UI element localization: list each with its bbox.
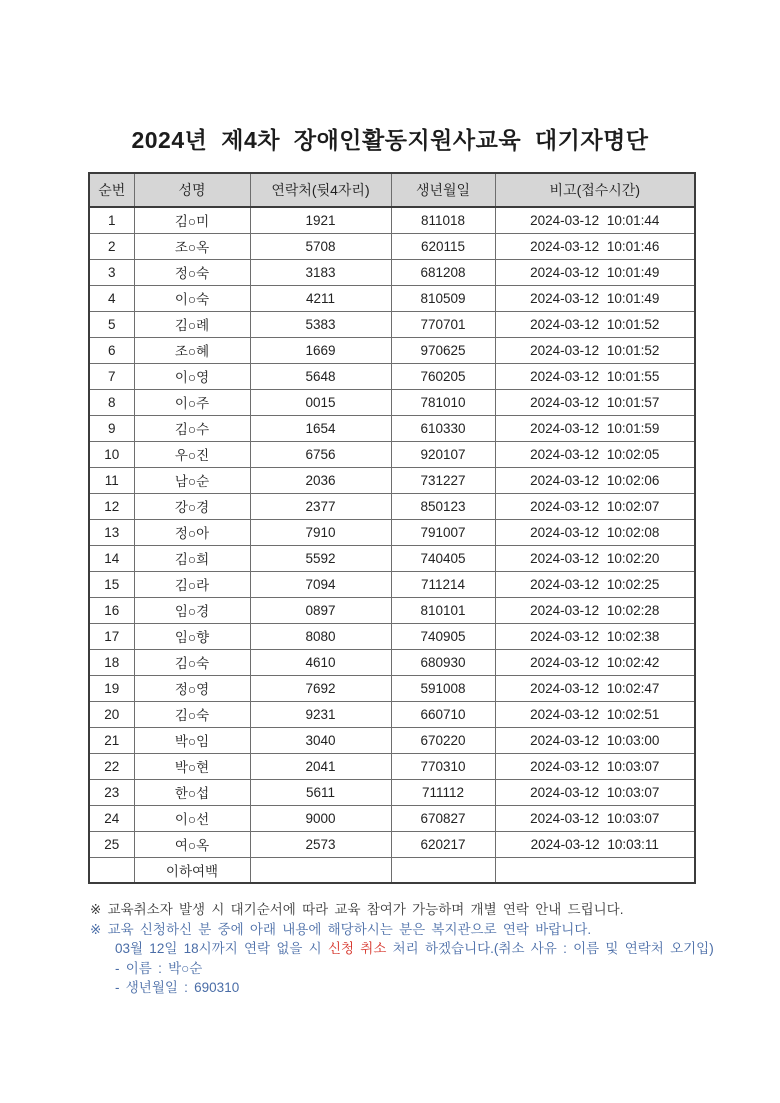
cell-phone: 0897 <box>250 597 391 623</box>
cell-name: 조○옥 <box>134 233 250 259</box>
cell-phone: 9000 <box>250 805 391 831</box>
cell-phone: 7910 <box>250 519 391 545</box>
cell-birth: 740905 <box>391 623 495 649</box>
cell-birth: 591008 <box>391 675 495 701</box>
cell-no: 24 <box>89 805 134 831</box>
cell-note: 2024-03-12 10:02:06 <box>495 467 695 493</box>
cell-birth: 781010 <box>391 389 495 415</box>
cell-birth: 711214 <box>391 571 495 597</box>
cell-phone: 5383 <box>250 311 391 337</box>
cell-no: 5 <box>89 311 134 337</box>
cell-birth: 610330 <box>391 415 495 441</box>
cell-phone: 9231 <box>250 701 391 727</box>
cell-no: 18 <box>89 649 134 675</box>
cell-name: 김○숙 <box>134 649 250 675</box>
cell-phone: 5592 <box>250 545 391 571</box>
table-row <box>89 285 695 311</box>
cell-name: 한○섭 <box>134 779 250 805</box>
table-row <box>89 233 695 259</box>
cell-phone: 2377 <box>250 493 391 519</box>
cell-no: 11 <box>89 467 134 493</box>
cell-birth: 791007 <box>391 519 495 545</box>
cell-birth: 620115 <box>391 233 495 259</box>
cell-note: 2024-03-12 10:02:25 <box>495 571 695 597</box>
table-row <box>89 779 695 805</box>
cell-no: 19 <box>89 675 134 701</box>
cell-phone: 8080 <box>250 623 391 649</box>
cell-note: 2024-03-12 10:02:51 <box>495 701 695 727</box>
cell-birth: 670220 <box>391 727 495 753</box>
cell-phone: 2036 <box>250 467 391 493</box>
cell-note: 2024-03-12 10:02:47 <box>495 675 695 701</box>
cell-birth: 620217 <box>391 831 495 857</box>
cell-phone: 5648 <box>250 363 391 389</box>
cell-no: 3 <box>89 259 134 285</box>
cell-name: 여○옥 <box>134 831 250 857</box>
cell-birth: 740405 <box>391 545 495 571</box>
cell-phone: 4610 <box>250 649 391 675</box>
cell-note: 2024-03-12 10:02:42 <box>495 649 695 675</box>
cell-phone: 1921 <box>250 207 391 233</box>
cell-birth: 970625 <box>391 337 495 363</box>
cell-birth: 810101 <box>391 597 495 623</box>
cell-no: 8 <box>89 389 134 415</box>
cell-note: 2024-03-12 10:01:57 <box>495 389 695 415</box>
cell-note: 2024-03-12 10:03:07 <box>495 753 695 779</box>
cell-phone <box>250 857 391 883</box>
cell-name: 이○숙 <box>134 285 250 311</box>
cell-no: 21 <box>89 727 134 753</box>
cell-phone: 2573 <box>250 831 391 857</box>
cell-name: 김○숙 <box>134 701 250 727</box>
table-row <box>89 675 695 701</box>
cell-birth: 731227 <box>391 467 495 493</box>
cell-note: 2024-03-12 10:01:52 <box>495 311 695 337</box>
cell-no: 1 <box>89 207 134 233</box>
cell-no: 23 <box>89 779 134 805</box>
table-row <box>89 753 695 779</box>
table-row <box>89 207 695 233</box>
cell-phone: 2041 <box>250 753 391 779</box>
table-row <box>89 415 695 441</box>
table-row <box>89 311 695 337</box>
cell-phone: 1654 <box>250 415 391 441</box>
cell-no: 25 <box>89 831 134 857</box>
table-container <box>88 172 780 884</box>
cell-no: 6 <box>89 337 134 363</box>
cell-phone: 1669 <box>250 337 391 363</box>
cell-no: 17 <box>89 623 134 649</box>
cell-birth: 811018 <box>391 207 495 233</box>
col-header-birth: 생년월일 <box>391 173 495 207</box>
cell-no: 2 <box>89 233 134 259</box>
table-row <box>89 337 695 363</box>
cell-name: 김○희 <box>134 545 250 571</box>
cell-name: 이○선 <box>134 805 250 831</box>
cell-birth: 770701 <box>391 311 495 337</box>
cell-note: 2024-03-12 10:03:11 <box>495 831 695 857</box>
cell-name: 이○주 <box>134 389 250 415</box>
page-title: 2024년 제4차 장애인활동지원사교육 대기자명단 <box>131 127 649 153</box>
cell-name: 남○순 <box>134 467 250 493</box>
cell-note: 2024-03-12 10:01:46 <box>495 233 695 259</box>
cell-name: 정○숙 <box>134 259 250 285</box>
cell-name: 조○혜 <box>134 337 250 363</box>
cell-birth: 660710 <box>391 701 495 727</box>
note-deadline <box>90 939 780 959</box>
table-row <box>89 519 695 545</box>
cell-phone: 6756 <box>250 441 391 467</box>
cell-no: 20 <box>89 701 134 727</box>
cell-note: 2024-03-12 10:02:05 <box>495 441 695 467</box>
cell-note: 2024-03-12 10:02:20 <box>495 545 695 571</box>
table-row <box>89 805 695 831</box>
cell-phone: 4211 <box>250 285 391 311</box>
cell-phone: 7692 <box>250 675 391 701</box>
col-header-name: 성명 <box>134 173 250 207</box>
note-deadline-prefix: 03월 12일 18시까지 연락 없을 시 <box>115 941 328 956</box>
note-deadline-suffix: 처리 하겠습니다.(취소 사유 : 이름 및 연락처 오기입) <box>386 941 714 956</box>
cell-name: 정○영 <box>134 675 250 701</box>
notes-section <box>90 900 780 998</box>
cell-birth: 770310 <box>391 753 495 779</box>
table-row <box>89 571 695 597</box>
cell-phone: 5708 <box>250 233 391 259</box>
cell-name: 임○경 <box>134 597 250 623</box>
cell-name: 임○향 <box>134 623 250 649</box>
cell-birth: 760205 <box>391 363 495 389</box>
cell-note: 2024-03-12 10:01:55 <box>495 363 695 389</box>
cell-note: 2024-03-12 10:02:38 <box>495 623 695 649</box>
cell-name: 김○라 <box>134 571 250 597</box>
table-row <box>89 389 695 415</box>
cell-birth: 680930 <box>391 649 495 675</box>
table-row <box>89 467 695 493</box>
table-row <box>89 493 695 519</box>
cell-name: 김○미 <box>134 207 250 233</box>
col-header-phone: 연락처(뒷4자리) <box>250 173 391 207</box>
cell-no <box>89 857 134 883</box>
cell-no: 15 <box>89 571 134 597</box>
cell-no: 14 <box>89 545 134 571</box>
cell-note: 2024-03-12 10:01:44 <box>495 207 695 233</box>
cell-note: 2024-03-12 10:02:28 <box>495 597 695 623</box>
cell-no: 4 <box>89 285 134 311</box>
cell-note: 2024-03-12 10:03:07 <box>495 779 695 805</box>
cell-birth: 670827 <box>391 805 495 831</box>
col-header-no: 순번 <box>89 173 134 207</box>
cell-no: 12 <box>89 493 134 519</box>
cell-no: 13 <box>89 519 134 545</box>
col-header-note: 비고(접수시간) <box>495 173 695 207</box>
cell-name: 강○경 <box>134 493 250 519</box>
cell-note: 2024-03-12 10:01:49 <box>495 259 695 285</box>
cell-name: 우○진 <box>134 441 250 467</box>
detail-birth: - 생년월일 : 690310 <box>115 980 240 995</box>
note-cancel-highlight: 신청 취소 <box>327 941 387 956</box>
cell-phone: 3040 <box>250 727 391 753</box>
note-contact-request: ※ 교육 신청하신 분 중에 아래 내용에 해당하시는 분은 복지관으로 연락 바랍니다. <box>90 921 592 937</box>
waitlist-table <box>88 172 696 884</box>
cell-note: 2024-03-12 10:03:07 <box>495 805 695 831</box>
cell-birth: 681208 <box>391 259 495 285</box>
table-row <box>89 649 695 675</box>
table-row <box>89 597 695 623</box>
cell-note: 2024-03-12 10:02:07 <box>495 493 695 519</box>
cell-note: 2024-03-12 10:01:49 <box>495 285 695 311</box>
cell-birth: 711112 <box>391 779 495 805</box>
table-row <box>89 441 695 467</box>
table-row <box>89 831 695 857</box>
table-header-row <box>89 173 695 207</box>
cell-no: 7 <box>89 363 134 389</box>
table-row <box>89 623 695 649</box>
cell-birth: 850123 <box>391 493 495 519</box>
cell-name: 이하여백 <box>134 857 250 883</box>
cell-name: 정○아 <box>134 519 250 545</box>
cell-note: 2024-03-12 10:02:08 <box>495 519 695 545</box>
cell-note: 2024-03-12 10:01:59 <box>495 415 695 441</box>
cell-birth: 810509 <box>391 285 495 311</box>
cell-birth: 920107 <box>391 441 495 467</box>
cell-note: 2024-03-12 10:03:00 <box>495 727 695 753</box>
cell-no: 9 <box>89 415 134 441</box>
table-row <box>89 727 695 753</box>
detail-name: - 이름 : 박○순 <box>115 960 203 976</box>
cell-note: 2024-03-12 10:01:52 <box>495 337 695 363</box>
table-row <box>89 701 695 727</box>
cell-note <box>495 857 695 883</box>
cell-phone: 3183 <box>250 259 391 285</box>
table-row <box>89 363 695 389</box>
cell-name: 이○영 <box>134 363 250 389</box>
cell-phone: 0015 <box>250 389 391 415</box>
cell-no: 10 <box>89 441 134 467</box>
cell-name: 박○현 <box>134 753 250 779</box>
cell-name: 박○임 <box>134 727 250 753</box>
note-cancellation-info: ※ 교육취소자 발생 시 대기순서에 따라 교육 참여가 가능하며 개별 연락 안내 드립니다. <box>90 902 624 917</box>
table-row <box>89 857 695 883</box>
table-row <box>89 545 695 571</box>
cell-no: 16 <box>89 597 134 623</box>
cell-name: 김○수 <box>134 415 250 441</box>
cell-phone: 5611 <box>250 779 391 805</box>
table-row <box>89 259 695 285</box>
cell-birth <box>391 857 495 883</box>
cell-no: 22 <box>89 753 134 779</box>
cell-phone: 7094 <box>250 571 391 597</box>
waitlist-table-body <box>89 207 695 883</box>
cell-name: 김○례 <box>134 311 250 337</box>
